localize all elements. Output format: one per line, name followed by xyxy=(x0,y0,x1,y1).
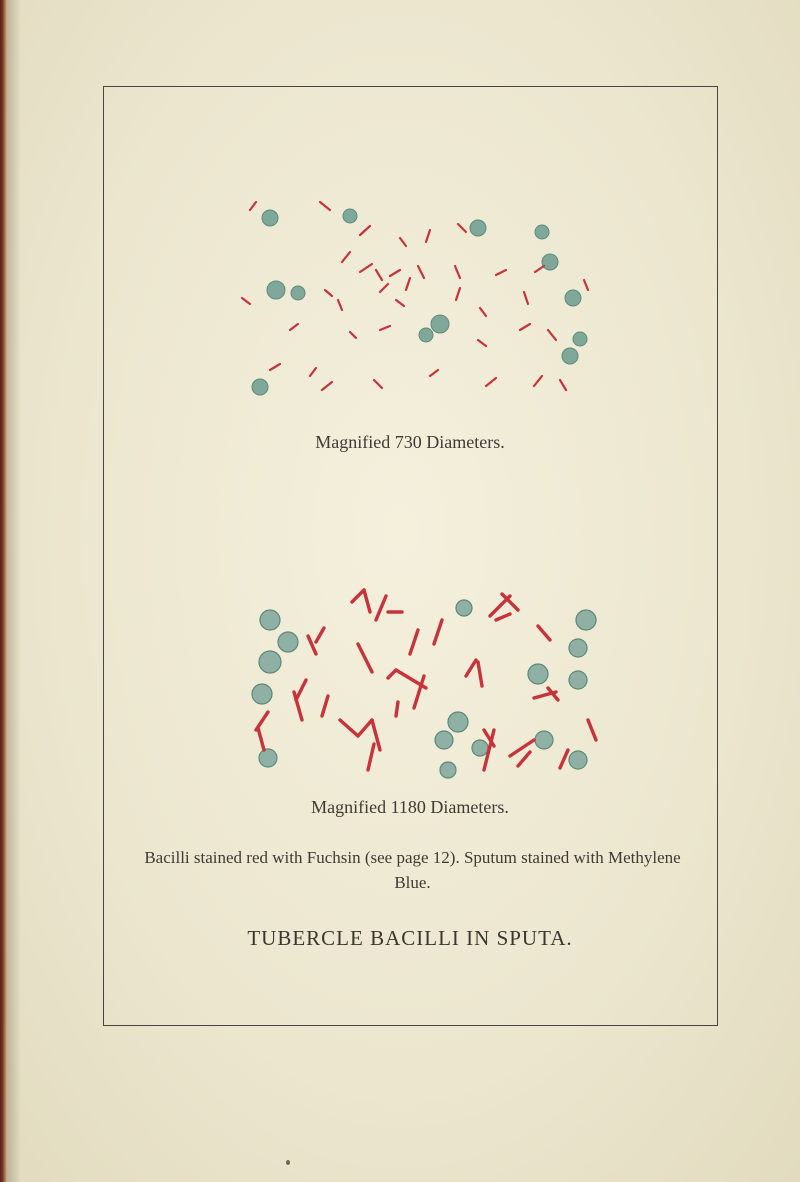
plate-title: TUBERCLE BACILLI IN SPUTA. xyxy=(247,926,573,950)
caption-1180-diameters: Magnified 1180 Diameters. xyxy=(311,797,509,817)
gutter-shadow xyxy=(7,0,21,1182)
page-speck xyxy=(286,1160,290,1165)
micrograph-730-diameters xyxy=(230,180,610,425)
caption-730-diameters: Magnified 730 Diameters. xyxy=(315,432,505,452)
book-binding-edge xyxy=(0,0,7,1182)
plate-description: Bacilli stained red with Fuchsin (see page 12). Sputum stained with Methylene Blue. xyxy=(144,848,681,892)
micrograph-1180-diameters xyxy=(248,580,603,790)
